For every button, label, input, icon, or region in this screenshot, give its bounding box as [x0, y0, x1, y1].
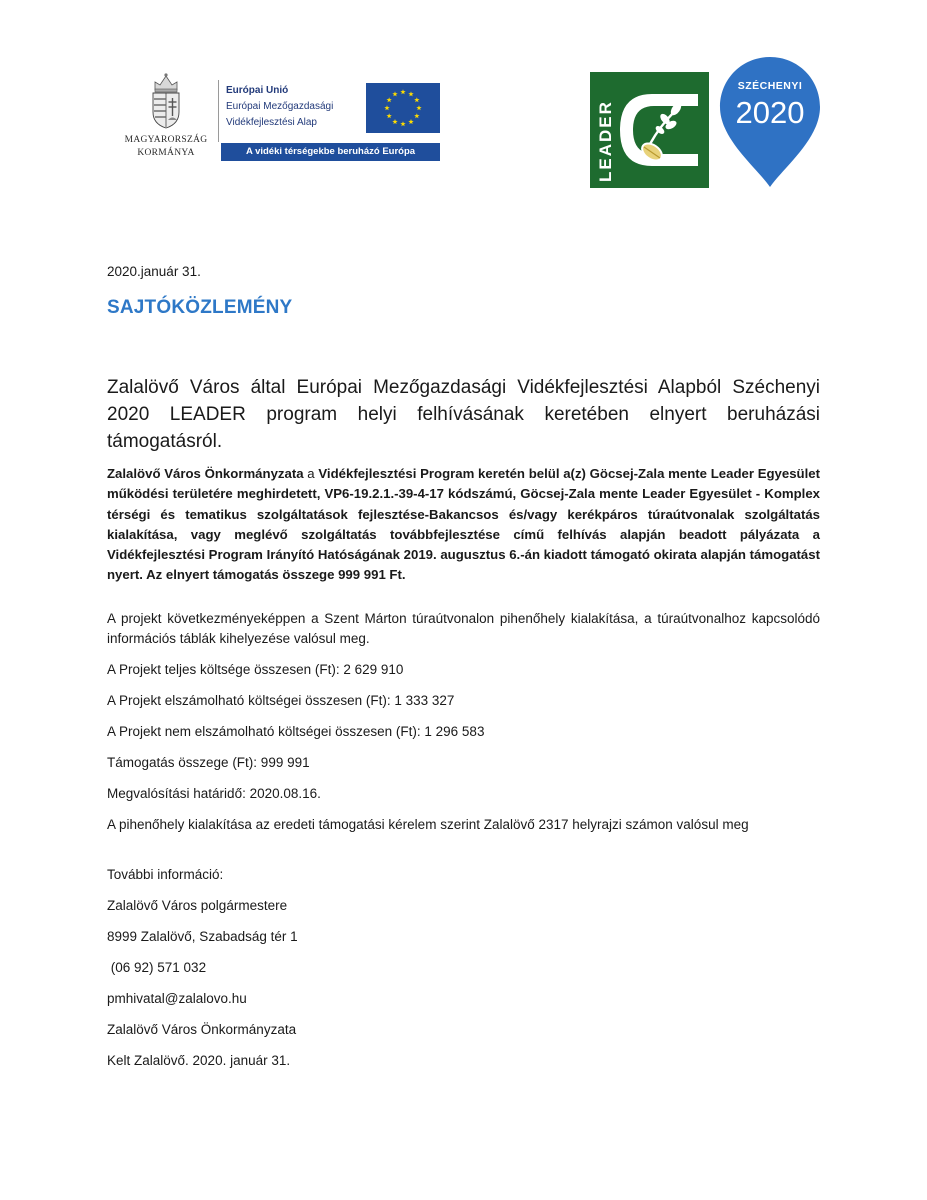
non-eligible-cost: A Projekt nem elszámolható költségei összesen (Ft): 1 296 583 [107, 724, 485, 739]
contact-name: Zalalövő Város polgármestere [107, 898, 288, 913]
logo-divider [218, 80, 219, 142]
document-subtitle: Zalalövő Város által Európai Mezőgazdasági Vidékfejlesztési Alapból Széchenyi 2020 LEADER program helyi felhívásának keretében elnyert beruházási támogatásról. [107, 377, 820, 452]
more-info-label: További információ: [107, 867, 224, 882]
total-cost: A Projekt teljes költsége összesen (Ft): 2 629 910 [107, 662, 404, 677]
leader-logo-text: LEADER [596, 100, 615, 182]
lead-details: Vidékfejlesztési Program keretén belül a(z) Göcsej-Zala mente Leader Egyesület működési területére meghirdetett, VP6-19.2.1.-39-4-17 kódszámú, Göcsej-Zala mente Leader Egyesület - Komplex térségi és tematikus szolgáltatások fejlesztése-Bakancsos és/vagy kerékpáros túraútvonalak szolgáltatás kialakítása, vagy meglévő szolgáltatás továbbfejlesztése című felhívás alapján beadott pályázata a Vidékfejlesztési Program Irányító Hatóságának 2019. augusztus 6.-án kiadott támogató okirata alapján támogatást nyert. Az elnyert támogatás összege 999 991 Ft. [107, 466, 821, 583]
eu-banner: A vidéki térségekbe beruházó Európa [221, 143, 440, 161]
lead-connector: a [303, 466, 319, 481]
document-title: SAJTÓKÖZLEMÉNY [107, 297, 293, 318]
eu-flag-icon [366, 83, 440, 133]
support-amount: Támogatás összege (Ft): 999 991 [107, 755, 310, 770]
deadline: Megvalósítási határidő: 2020.08.16. [107, 786, 321, 801]
eu-logo-subtitle-2: Vidékfejlesztési Alap [226, 117, 317, 128]
hungary-logo-line1: MAGYARORSZÁG [124, 135, 208, 145]
eu-logo-subtitle-1: Európai Mezőgazdasági [226, 101, 334, 112]
contact-phone: (06 92) 571 032 [107, 960, 207, 975]
signed-line: Kelt Zalalövő. 2020. január 31. [107, 1053, 291, 1068]
hungarian-government-logo [118, 72, 214, 172]
leader-logo [590, 72, 709, 188]
contact-organization: Zalalövő Város Önkormányzata [107, 1022, 297, 1037]
coat-of-arms-icon [149, 72, 183, 130]
hungary-logo-line2: KORMÁNYA [137, 148, 195, 158]
eu-logo-title: Európai Unió [226, 85, 289, 96]
szechenyi-logo-top: SZÉCHENYI [737, 80, 803, 92]
contact-email[interactable]: pmhivatal@zalalovo.hu [107, 991, 247, 1006]
contact-address: 8999 Zalalövő, Szabadság tér 1 [107, 929, 298, 944]
szechenyi-2020-logo [718, 55, 822, 189]
document-date: 2020.január 31. [107, 264, 201, 279]
location-paragraph: A pihenőhely kialakítása az eredeti támogatási kérelem szerint Zalalövő 2317 helyrajzi számon valósul meg [107, 817, 749, 832]
lead-paragraph [107, 464, 820, 586]
lead-beneficiary: Zalalövő Város Önkormányzata [107, 466, 304, 481]
project-result-paragraph: A projekt következményeképpen a Szent Márton túraútvonalon pihenőhely kialakítása, a túraútvonalhoz kapcsolódó információs táblák kihelyezése valósul meg. [107, 611, 820, 646]
eligible-cost: A Projekt elszámolható költségei összesen (Ft): 1 333 327 [107, 693, 455, 708]
szechenyi-logo-year: 2020 [735, 95, 805, 130]
